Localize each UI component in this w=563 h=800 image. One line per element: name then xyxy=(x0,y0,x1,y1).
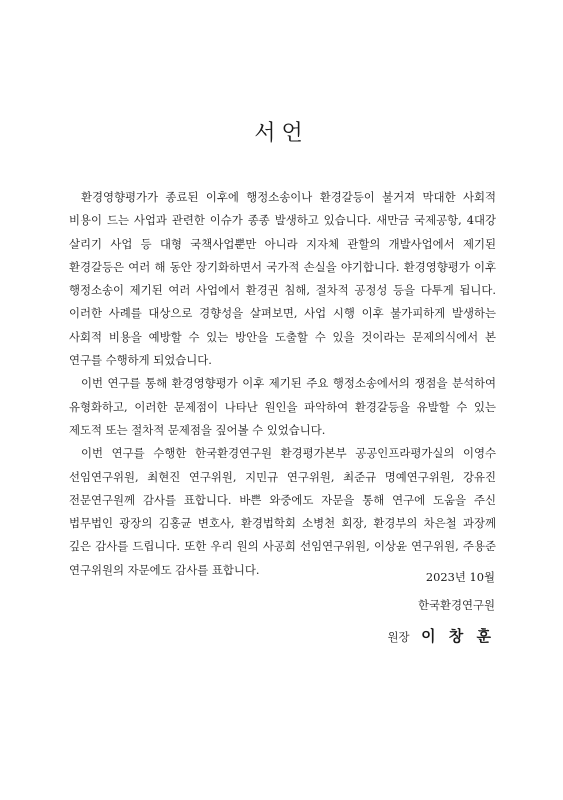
document-title: 서언 xyxy=(254,121,309,146)
closing-signature-block xyxy=(387,565,495,650)
signer-role: 원장 xyxy=(387,630,410,644)
paragraph: 이번 연구를 수행한 한국환경연구원 환경평가본부 공공인프라평가실의 이영수 선임연구위원, 최현진 연구위원, 지민규 연구위원, 최준규 명예연구위원, 강유진 전문연구원께 감사를 표합니다. 바쁜 와중에도 자문을 통해 연구에 도움을 주신 법무법인 광장의 김홍균 변호사, 환경법학회 소병천 회장, 환경부의 차은철 과장께 깊은 감사를 드립니다. 또한 우리 원의 사공희 선임연구위원, 이상윤 연구위원, 주용준 연구위원의 자문에도 감사를 표합니다. xyxy=(69,446,496,577)
signer-name: 이 창 훈 xyxy=(421,627,495,645)
signature-line xyxy=(387,623,495,650)
closing-date: 2023년 10월 xyxy=(425,570,495,584)
paragraph: 이번 연구를 통해 환경영향평가 이후 제기된 주요 행정소송에서의 쟁점을 분석하여 유형화하고, 이러한 문제점이 나타난 원인을 파악하여 환경갈등을 유발할 수 있는 제도적 또는 절차적 문제점을 짚어볼 수 있었습니다. xyxy=(69,376,496,437)
paragraph: 환경영향평가가 종료된 이후에 행정소송이나 환경갈등이 불거져 막대한 사회적 비용이 드는 사업과 관련한 이슈가 종종 발생하고 있습니다. 새만금 국제공항, 4대강 살리기 사업 등 대형 국책사업뿐만 아니라 지자체 관할의 개발사업에서 제기된 환경갈등은 여러 해 동안 장기화하면서 국가적 손실을 야기합니다. 환경영향평가 이후 행정소송이 제기된 여러 사업에서 환경권 침해, 절차적 공정성 등을 다투게 됩니다. 이러한 사례를 대상으로 경향성을 살펴보면, 사업 시행 이후 불가피하게 발생하는 사회적 비용을 예방할 수 있는 방안을 도출할 수 있을 것이라는 문제의식에서 본 연구를 수행하게 되었습니다. xyxy=(69,190,496,368)
preface-body xyxy=(69,186,496,582)
organization-name: 한국환경연구원 xyxy=(417,598,495,612)
